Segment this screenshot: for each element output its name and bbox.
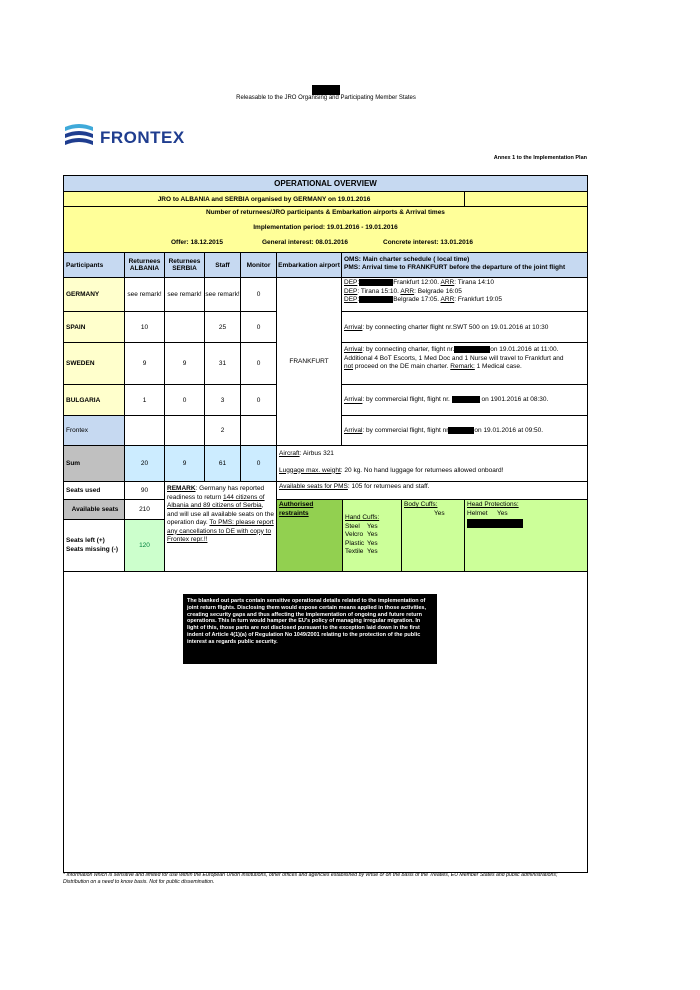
sum-staff: 61 bbox=[205, 446, 241, 482]
row-bulgaria-staff: 3 bbox=[205, 385, 241, 416]
row-frontex-name: Frontex bbox=[63, 416, 125, 446]
concrete-interest-date: Concrete interest: 13.01.2016 bbox=[383, 239, 473, 246]
info-block bbox=[63, 207, 588, 253]
row-frontex-staff: 2 bbox=[205, 416, 241, 446]
row-spain-serbia bbox=[165, 312, 205, 343]
logo-text: FRONTEX bbox=[100, 128, 185, 147]
header-oms-pms bbox=[342, 253, 588, 278]
subtitle: JRO to ALBANIA and SERBIA organised by GERMANY on 19.01.2016 bbox=[63, 192, 465, 207]
offer-date: Offer: 18.12.2015 bbox=[171, 239, 224, 246]
frontex-logo-icon bbox=[64, 122, 96, 148]
row-germany-monitor: 0 bbox=[241, 278, 277, 312]
implementation-period: Implementation period: 19.01.2016 - 19.01.2016 bbox=[253, 224, 398, 231]
row-germany-staff: see remark! bbox=[205, 278, 241, 312]
sum-label: Sum bbox=[63, 446, 125, 482]
oms-text: OMS: Main charter schedule ( local time) bbox=[344, 256, 470, 263]
row-germany-serbia: see remark! bbox=[165, 278, 205, 312]
sum-monitor: 0 bbox=[241, 446, 277, 482]
row-spain-staff: 25 bbox=[205, 312, 241, 343]
aircraft-info bbox=[277, 446, 588, 482]
row-spain-monitor: 0 bbox=[241, 312, 277, 343]
luggage-line: Luggage max. weight: 20 kg. No hand luggage for returnees allowed onboard! bbox=[279, 466, 504, 474]
seats-left-value: 120 bbox=[125, 520, 165, 572]
aircraft-line: Aircraft: Airbus 321 bbox=[279, 450, 334, 457]
subtitle-blank bbox=[465, 192, 588, 207]
row-bulgaria-name: BULGARIA bbox=[63, 385, 125, 416]
embarkation-airport: FRANKFURT bbox=[277, 278, 342, 446]
footnote: * Information which is sensitive and limited for use within the European Union institutions, other offices and agencies established by virtue or on the basis of the Treaties, EU Member States and public administrations; Distribution on a need to know basis. Not for public dissemination. bbox=[63, 872, 558, 885]
seats-left-label: Seats left (+) Seats missing (-) bbox=[63, 520, 125, 572]
row-bulgaria-albania: 1 bbox=[125, 385, 165, 416]
pms-text: PMS: Arrival time to FRANKFURT before the departure of the joint flight bbox=[344, 264, 566, 271]
available-seats-label: Available seats bbox=[63, 500, 125, 520]
bulgaria-arrival: Arrival: by commercial flight, flight nr. on 1901.2016 at 08:30. bbox=[342, 385, 588, 416]
releasable-note: Releasable to the JRO Organising and Participating Member States bbox=[236, 95, 416, 101]
row-frontex-monitor bbox=[241, 416, 277, 446]
general-interest-date: General interest: 08.01.2016 bbox=[262, 239, 348, 246]
row-germany-name: GERMANY bbox=[63, 278, 125, 312]
body-cuffs: Body Cuffs: Yes bbox=[402, 500, 465, 572]
row-frontex-albania bbox=[125, 416, 165, 446]
row-sweden-albania: 9 bbox=[125, 343, 165, 385]
seats-used-label: Seats used bbox=[63, 482, 125, 500]
row-bulgaria-monitor: 0 bbox=[241, 385, 277, 416]
header-returnees-serbia: Returnees SERBIA bbox=[165, 253, 205, 278]
schedule-line-1: DEP Frankfurt 12:00. ARR: Tirana 14:10 bbox=[344, 279, 495, 287]
header-monitor: Monitor bbox=[241, 253, 277, 278]
seats-used-value: 90 bbox=[125, 482, 165, 500]
available-pms: Available seats for PMS: 105 for returnees and staff. bbox=[277, 482, 588, 500]
row-spain-name: SPAIN bbox=[63, 312, 125, 343]
redaction-top bbox=[312, 85, 340, 95]
header-participants: Participants bbox=[63, 253, 125, 278]
available-seats-value: 210 bbox=[125, 500, 165, 520]
row-sweden-staff: 31 bbox=[205, 343, 241, 385]
row-frontex-serbia bbox=[165, 416, 205, 446]
frontex-arrival: Arrival: by commercial flight, flight nr on 19.01.2016 at 09:50. bbox=[342, 416, 588, 446]
remark-block: REMARK: Germany has reported readiness to return 144 citizens of Albania and 89 citizens of Serbia, and will use all available seats on the operation day. To PMS: please report any cancellations to DE with copy to Frontex repr.!! bbox=[165, 482, 277, 572]
header-returnees-albania: Returnees ALBANIA bbox=[125, 253, 165, 278]
header-staff: Staff bbox=[205, 253, 241, 278]
sum-albania: 20 bbox=[125, 446, 165, 482]
info-line: Number of returnees/JRO participants & Embarkation airports & Arrival times bbox=[206, 209, 445, 216]
row-sweden-name: SWEDEN bbox=[63, 343, 125, 385]
spain-arrival: Arrival: by connecting charter flight nr.SWT 500 on 19.01.2016 at 10:30 bbox=[342, 312, 588, 343]
sweden-arrival: Arrival: by connecting charter, flight nr. on 19.01.2016 at 11:00. Additional 4 BoT Escorts, 1 Med Doc and 1 Nurse will travel to Frankfurt and not proceed on the DE main charter. Remark: 1 Medical case. bbox=[342, 343, 588, 385]
schedule-line-3: DEP Belgrade 17:05. ARR: Frankfurt 19:05 bbox=[344, 296, 502, 304]
row-spain-albania: 10 bbox=[125, 312, 165, 343]
header-embarkation: Embarkation airport bbox=[277, 253, 342, 278]
row-bulgaria-serbia: 0 bbox=[165, 385, 205, 416]
germany-schedule bbox=[342, 278, 588, 312]
row-sweden-serbia: 9 bbox=[165, 343, 205, 385]
annex-label: Annex 1 to the Implementation Plan bbox=[493, 155, 587, 161]
overview-title: OPERATIONAL OVERVIEW bbox=[63, 175, 588, 192]
sum-serbia: 9 bbox=[165, 446, 205, 482]
head-protections: Head Protections: Helmet Yes bbox=[465, 500, 588, 572]
row-germany-albania: see remark! bbox=[125, 278, 165, 312]
restraints-label: Authorised restraints bbox=[277, 500, 343, 572]
row-sweden-monitor: 0 bbox=[241, 343, 277, 385]
frontex-logo bbox=[64, 122, 185, 153]
schedule-line-2: DEP: Tirana 15:10. ARR: Belgrade 16:05 bbox=[344, 287, 462, 295]
hand-cuffs: Hand Cuffs: Steel Yes Velcro Yes Plastic Yes Textile Yes bbox=[343, 500, 402, 572]
redaction-notice: The blanked out parts contain sensitive operational details related to the implementation of joint return flights. Disclosing them would expose certain means applied in those activities, creating security gaps and thus affecting the implementation of ongoing and future return operations. This in turn would hamper the EU's policy of managing irregular migration. In light of this, those parts are not disclosed pursuant to the exception laid down in the first indent of Article 4(1)(a) of Regulation No 1049/2001 relating to the protection of the public interest as regards public security. bbox=[183, 594, 437, 664]
